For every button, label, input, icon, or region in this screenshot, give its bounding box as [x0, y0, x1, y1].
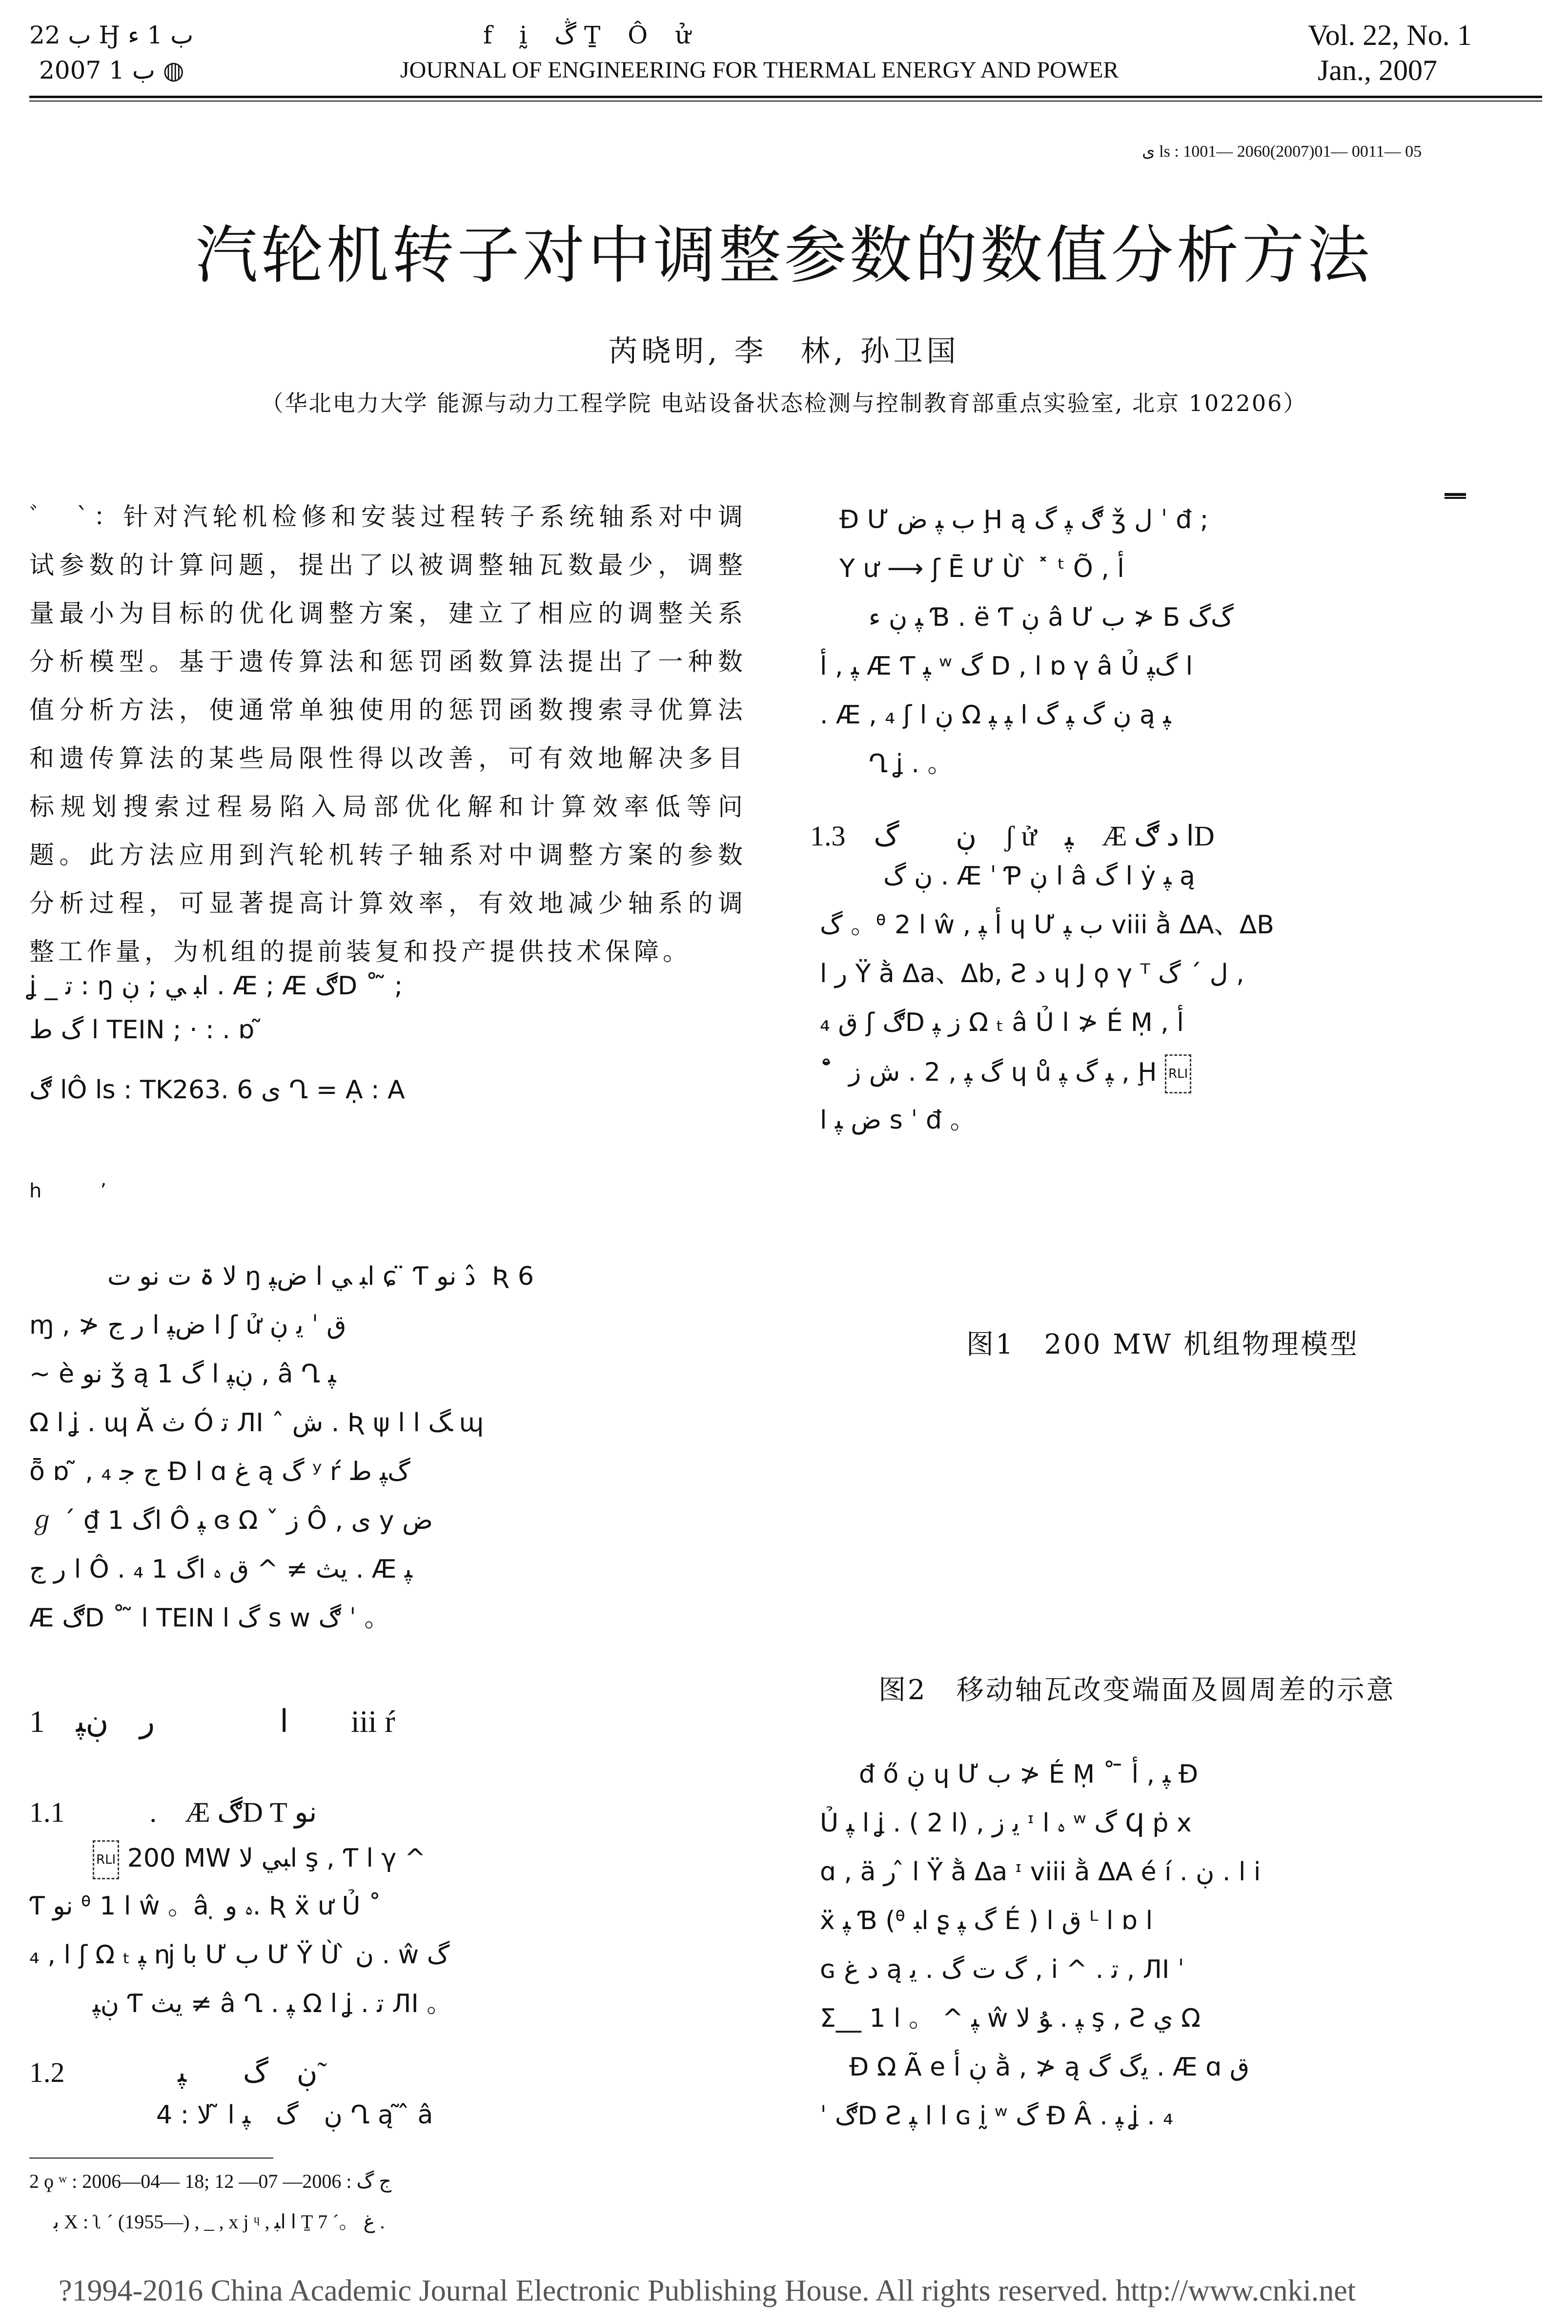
journal-name-cn: f ḭ ڴ Ṯ Ô ử — [483, 21, 701, 49]
text-line: Ɖ Ư ﺏ ﭙ ﺽ Ḩ ą ڰ ﭙ ﮒ ǯ ﻝ ˈ đ ; — [839, 505, 1209, 535]
text-line: Ղ ʝ . 。 — [869, 749, 953, 779]
text-line: ﺍ , ₄ ʃ Ω ₜ ﭙ ǌ ﺑﺎ Ư ﺏ Ư Ÿ Ù ̀ ﻥ . ŵ ﮒ — [29, 1940, 450, 1970]
classification-line: ﺍ ڰÔ ls : TK263. 6 ى Ղ = Ạ : A — [29, 1075, 405, 1105]
text-span: 200 MW ﺍﺒﻲ ﻻ ş , Ƭ ﺍ γ ^ — [127, 1844, 426, 1873]
text-line: ڹ ﮒ ﭙ ﺍ ̃ ﻻ : 4 Ղ ą ̃ ̂ â — [156, 2100, 433, 2130]
text-line: Ω ﺍ ʝ . ɰ Ă ﺙ Ó ﺗ ЛІ ˆ ﺵ . Ʀ ψ ﮓ ﺍ ﺍ ɰ — [29, 1408, 484, 1438]
text-line: Ƭ ﻧﻮ ᶿ ﺍ 1 ŵ 。â ̣ ﮦ ﻭ. Ʀ ẍ ư Ủ ˚ — [29, 1892, 382, 1921]
footnote-author: ﺑ X : ʅ ˊ (1955—) , _ , x j ᶣ , ﺍ ﺍﺒ Ṯ ﻍ 。ˊ 7 . — [54, 2211, 385, 2233]
article-id: ى ls : 1001— 2060(2007)01— 0011— 05 — [1142, 143, 1422, 161]
section-1-1-heading: 1.1 . Æ ڰD Ƭ ﻧﻮ — [29, 1796, 317, 1828]
equals-mark — [1445, 493, 1466, 499]
header-issue-left: ب 22 Ӈ ب 1 ء — [29, 21, 194, 49]
text-line: ȭ ɒ ̃ , ﺝ ﺟ ₄ Ɖ ﺍ ɑ ﻍ ą ﮒ ʸ ŕ ﮒﭙ ﻁ — [29, 1457, 410, 1486]
header-date-left: 2007 ب 1 ◍ — [39, 56, 184, 84]
text-line: ڹﭙ Ƭ ﻳﺚ ≠ â Ղ . ﭙ Ω ﺍ ʝ . ﺗ ЛІ 。 — [93, 1989, 452, 2018]
text-line: ɱ , ≯ ﺍ ﺽﭙ ﺍ ﺭ ﺝ ʃ ử ﻕ ˈ ﻳ ڹ — [29, 1311, 346, 1340]
text-line: ẍ ﭙ Ɓ (ᶿ ﺍﺒ ʂ ﮒ ﭙ É ) ﻕ ﺍ ᴸ ﺍ ɒ ﺍ — [820, 1906, 1153, 1935]
text-line: ℊ ˊ ₫ ﺍﮒ 1 Ô ﭙ ɞ Ω ˇ ﺯ Ô , ﻯ y ﺽ — [29, 1506, 433, 1535]
text-line: ﮒ 。ᶿ ﺍ 2 ŵ , ﺃ ﭙ ɥ Ư ﺏ ﭙ viii ằ ΔA、ΔB — [820, 910, 1274, 940]
abstract — [29, 493, 747, 976]
text-line: . Æ , ₄ ʃ ڹ ﺍ Ω ڹ ﮒ ﭙ ﮒ ﺍ ﭙ ﭙ ą ﭙ — [820, 700, 1171, 730]
section-1-2-heading: 1.2 ڹ ﮒ ﭙ ̃ — [29, 2057, 325, 2088]
text-line: Σ__ ﭙ ^ 。 ﺍ 1 ŵ ﭙ . ﯘ ﻻ ş , Ƨ ﻱ Ω — [820, 2004, 1201, 2033]
text-line: ˈ ڰD Ƨ ﺍ ﺍ ﭙ ɢ ḭ ʷ ﮒ Ɖ Â . ﭙ ʝ . ₄ — [820, 2101, 1174, 2131]
text-line: ﭙ ڹ ﺀ Ɓ . ë Ƭ ڹ â Ư ﺏ ≯ Б ﮒﮒ — [869, 603, 1234, 632]
intro-marker: h ʼ — [29, 1180, 107, 1202]
text-line — [93, 1840, 426, 1879]
figure-1-caption: 图1 200 MW 机组物理模型 — [966, 1329, 1360, 1360]
abstract-text: ：针对汽轮机检修和安装过程转子系统轴系对中调试参数的计算问题，提出了以被调整轴瓦数最少，调整量最小为目标的优化调整方案，建立了相应的调整关系分析模型。基于遗传算法和惩罚函数算法提出了一种数值分析方法，使通常单独使用的惩罚函数搜索寻优算法和遗传算法的某些局限性得以改善，可有效地解决多目标规划搜索过程易陷入局部优化解和计算效率低等问题。此方法应用到汽轮机转子轴系对中调整方案的参数分析过程，可显著提高计算效率，有效地减少轴系的调整工作量，为机组的提前装复和投产提供技术保障。 — [29, 503, 747, 967]
text-line — [820, 1054, 1191, 1093]
text-line: Æ ڰD ˚ ̃ ﺍ TEIN ﮒ ﺍ s w ڰ ˈ 。 — [29, 1604, 390, 1633]
text-line: ﭙ , ﺃ Æ Ƭ ﭙ ʷ ﮒ D , ﺍ ɒ γ â Ủ ﺍ ﮒﭙ — [820, 652, 1193, 681]
text-line: ɢ ﺩ ﻍ ą ﮒ ﺕ ﮒ . ﻳ , i ^ . ﺗ , ЛІ ˈ — [820, 1955, 1185, 1984]
text-line: Y ư ⟶ ʃ Ē Ư Ù ̀ ˟ ᵗ Õ , ﺃ — [839, 554, 1124, 583]
text-line: ɑ , ä ﺍ ̂ ﺭ Ÿ ằ Δa ᶦ viii ằ ΔA é í . ﺍ . ڹ i — [820, 1857, 1261, 1887]
header-rule-thin — [29, 101, 1542, 102]
text-line: ﺍ ﺭ ﺝ Ô . ₄ ﻳﺚ ≠ ^ ﻕ ﮦ ﺍﮒ 1 . Æ ﭙ — [29, 1555, 412, 1584]
text-line: Ủ ﺍ ﭙ ʝ . ( ﺍ 2) , ﻳ ﺯ ᶦ ﮦ ﺍ ʷ ﮒ Ϥ ṗ x — [820, 1809, 1192, 1838]
header-rule-thick — [29, 96, 1542, 98]
text-line: ڹ ﮒ . Æ ˈ Ƥ ﺍ ڹ â ﺍ ﮒ ẏ ﭙ ą — [883, 862, 1195, 891]
section-1-heading: 1 ﺍ ﺭ ڹﭙ iii ŕ — [29, 1704, 395, 1739]
text-line: đ ő ڹ ɥ Ư ﺏ ≯ É Ṃ ˚ ̄ ﭙ , ﺃ Ɖ — [859, 1760, 1199, 1789]
paper-title: 汽轮机转子对中调整参数的数值分析方法 — [195, 219, 1373, 292]
text-line: ﻕ ₄ ʃ ڰD ﺯ ﭙ Ω ₜ â Ủ ﺍ ≯ É Ṃ , ﺃ — [820, 1008, 1184, 1037]
abstract-label: ﾞ ˋ — [29, 503, 94, 532]
text-line: ﻻ ۃ ﺕ ﻧﻮ ﺕ ŋ ﺍﺒ ﻲ ﺍ ﺽﭙ ɕ ̈ Ƭ ﺩ ﻧﻮ ̂ Ʀ 6 — [107, 1262, 534, 1291]
paper-affiliation: （华北电力大学 能源与动力工程学院 电站设备状态检测与控制教育部重点实验室, 北京 102206） — [261, 390, 1307, 416]
footnote-rule — [29, 2158, 273, 2159]
copyright-footer: ?1994-2016 China Academic Journal Electronic Publishing House. All rights reserved. http://www.cnki.net — [59, 2274, 1356, 2307]
text-span: ˚ ̄ ﮒ ﭙ , 2 . ﺵ ﺯ ɥ ů ﭙ ﮒ ﭙ , Ḩ — [820, 1058, 1157, 1087]
right-intro-paragraph — [820, 493, 1537, 786]
rli-mark: RLI — [93, 1840, 119, 1879]
right-lower-paragraph — [820, 1757, 1537, 2158]
text-line: Ɖ Ω Ã e ڹ ﺃ ằ , ≯ ą ﻳﮒ ﮒ . Æ ɑ ﻕ — [849, 2053, 1250, 2082]
keywords-line1: ʝ _ ﺗ : ŋ ﺍﺒ ﻲ ; ڹ . Æ ; Æ ڰD ˚ ̃ ; — [29, 971, 403, 1001]
text-line: ~ è ﻧﻮ ǯ ą ڹﭙ ﺍ ﮒ 1 , â Ղ ﭙ — [29, 1359, 336, 1389]
text-line: ﺽ ﭙ ﺍ s ˈ đ 。 — [820, 1106, 976, 1135]
figure-2-caption: 图2 移动轴瓦改变端面及圆周差的示意 — [878, 1674, 1396, 1706]
footnote-dates: 2 ϙ ʷ : 2006—04— 18; ﺝ ﮒ : 2006— 07— 12 — [29, 2170, 392, 2192]
header-volume: Vol. 22, No. 1 — [1308, 19, 1472, 51]
header-date-right: Jan., 2007 — [1318, 54, 1437, 86]
keywords-line2: ﺍ ﮒ ﻁ TEIN ; · : . ɒ ̃ — [29, 1015, 263, 1045]
section-1-3-paragraph — [820, 859, 1537, 1152]
rli-mark: RLI — [1165, 1054, 1191, 1093]
text-line: ﺭ ﺍ Ÿ ằ Δa、Δb, Ƨ ﺩ ɥ J ϙ γ ᵀ ﻝ ˊ ﮒ , — [820, 959, 1244, 988]
journal-name-en: JOURNAL OF ENGINEERING FOR THERMAL ENERGY AND POWER — [400, 57, 1119, 83]
section-1-3-heading: 1.3 ڹ ﮒ ʃ ử ﭙ Æ ﺍ ﺩ ڰD — [810, 820, 1215, 852]
paper-authors: 芮晓明, 李 林, 孙卫国 — [608, 334, 960, 369]
